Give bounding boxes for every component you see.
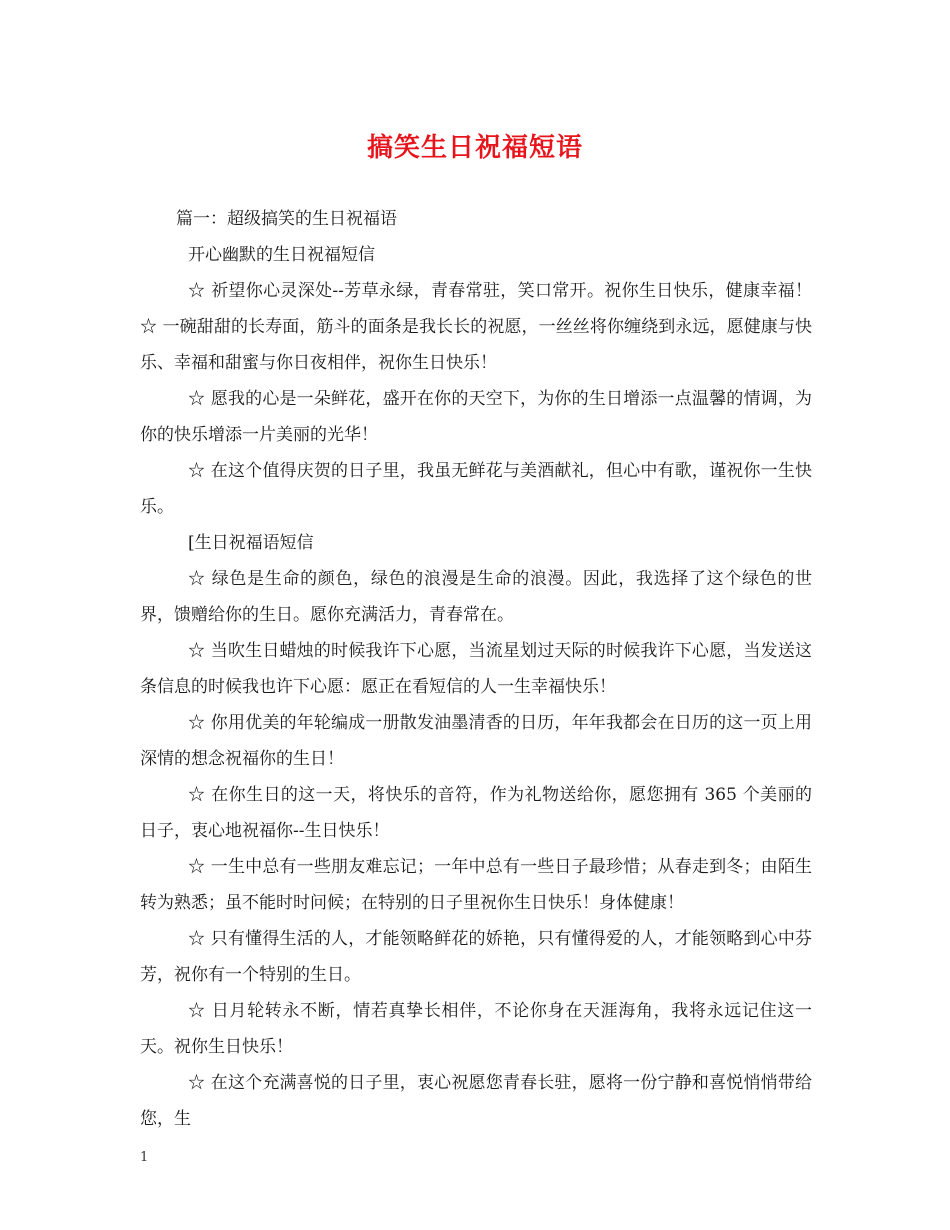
body-paragraph: ☆ 日月轮转永不断，情若真挚长相伴，不论你身在天涯海角，我将永远记住这一天。祝你生日快乐！	[140, 1001, 812, 1057]
body-paragraph: ☆ 你用优美的年轮编成一册散发油墨清香的日历，年年我都会在日历的这一页上用深情的想念祝福你的生日！	[140, 713, 812, 769]
sub-heading: [生日祝福语短信	[188, 533, 314, 553]
body-paragraph: ☆ 祈望你心灵深处--芳草永绿，青春常驻，笑口常开。祝你生日快乐，健康幸福！ ☆ 一碗甜甜的长寿面，筋斗的面条是我长长的祝愿，一丝丝将你缠绕到永远，愿健康与快乐、幸福和甜蜜与你日夜相伴，祝你生日快乐！	[140, 281, 812, 373]
body-paragraph: ☆ 在你生日的这一天，将快乐的音符，作为礼物送给你，愿您拥有 365 个美丽的日子，衷心地祝福你--生日快乐！	[140, 785, 812, 841]
page-number: 1	[140, 1150, 149, 1165]
sub-heading: 开心幽默的生日祝福短信	[188, 245, 375, 265]
body-paragraph: ☆ 只有懂得生活的人，才能领略鲜花的娇艳，只有懂得爱的人，才能领略到心中芬芳，祝你有一个特别的生日。	[140, 929, 812, 985]
body-paragraph: ☆ 在这个值得庆贺的日子里，我虽无鲜花与美酒献礼，但心中有歌，谨祝你一生快乐。	[140, 461, 812, 517]
body-paragraph: ☆ 愿我的心是一朵鲜花，盛开在你的天空下，为你的生日增添一点温馨的情调，为你的快乐增添一片美丽的光华！	[140, 389, 812, 445]
section-heading: 篇一：超级搞笑的生日祝福语	[176, 209, 397, 229]
body-paragraph: ☆ 当吹生日蜡烛的时候我许下心愿，当流星划过天际的时候我许下心愿，当发送这条信息的时候我也许下心愿：愿正在看短信的人一生幸福快乐！	[140, 641, 812, 697]
document-title: 搞笑生日祝福短语	[366, 133, 583, 163]
body-paragraph: ☆ 在这个充满喜悦的日子里，衷心祝愿您青春长驻，愿将一份宁静和喜悦悄悄带给您，生	[140, 1073, 812, 1129]
document-body	[140, 201, 812, 1137]
body-paragraph: ☆ 一生中总有一些朋友难忘记；一年中总有一些日子最珍惜；从春走到冬；由陌生转为熟悉；虽不能时时问候；在特别的日子里祝你生日快乐！身体健康！	[140, 857, 812, 913]
body-paragraph: ☆ 绿色是生命的颜色，绿色的浪漫是生命的浪漫。因此，我选择了这个绿色的世界，馈赠给你的生日。愿你充满活力，青春常在。	[140, 569, 812, 625]
